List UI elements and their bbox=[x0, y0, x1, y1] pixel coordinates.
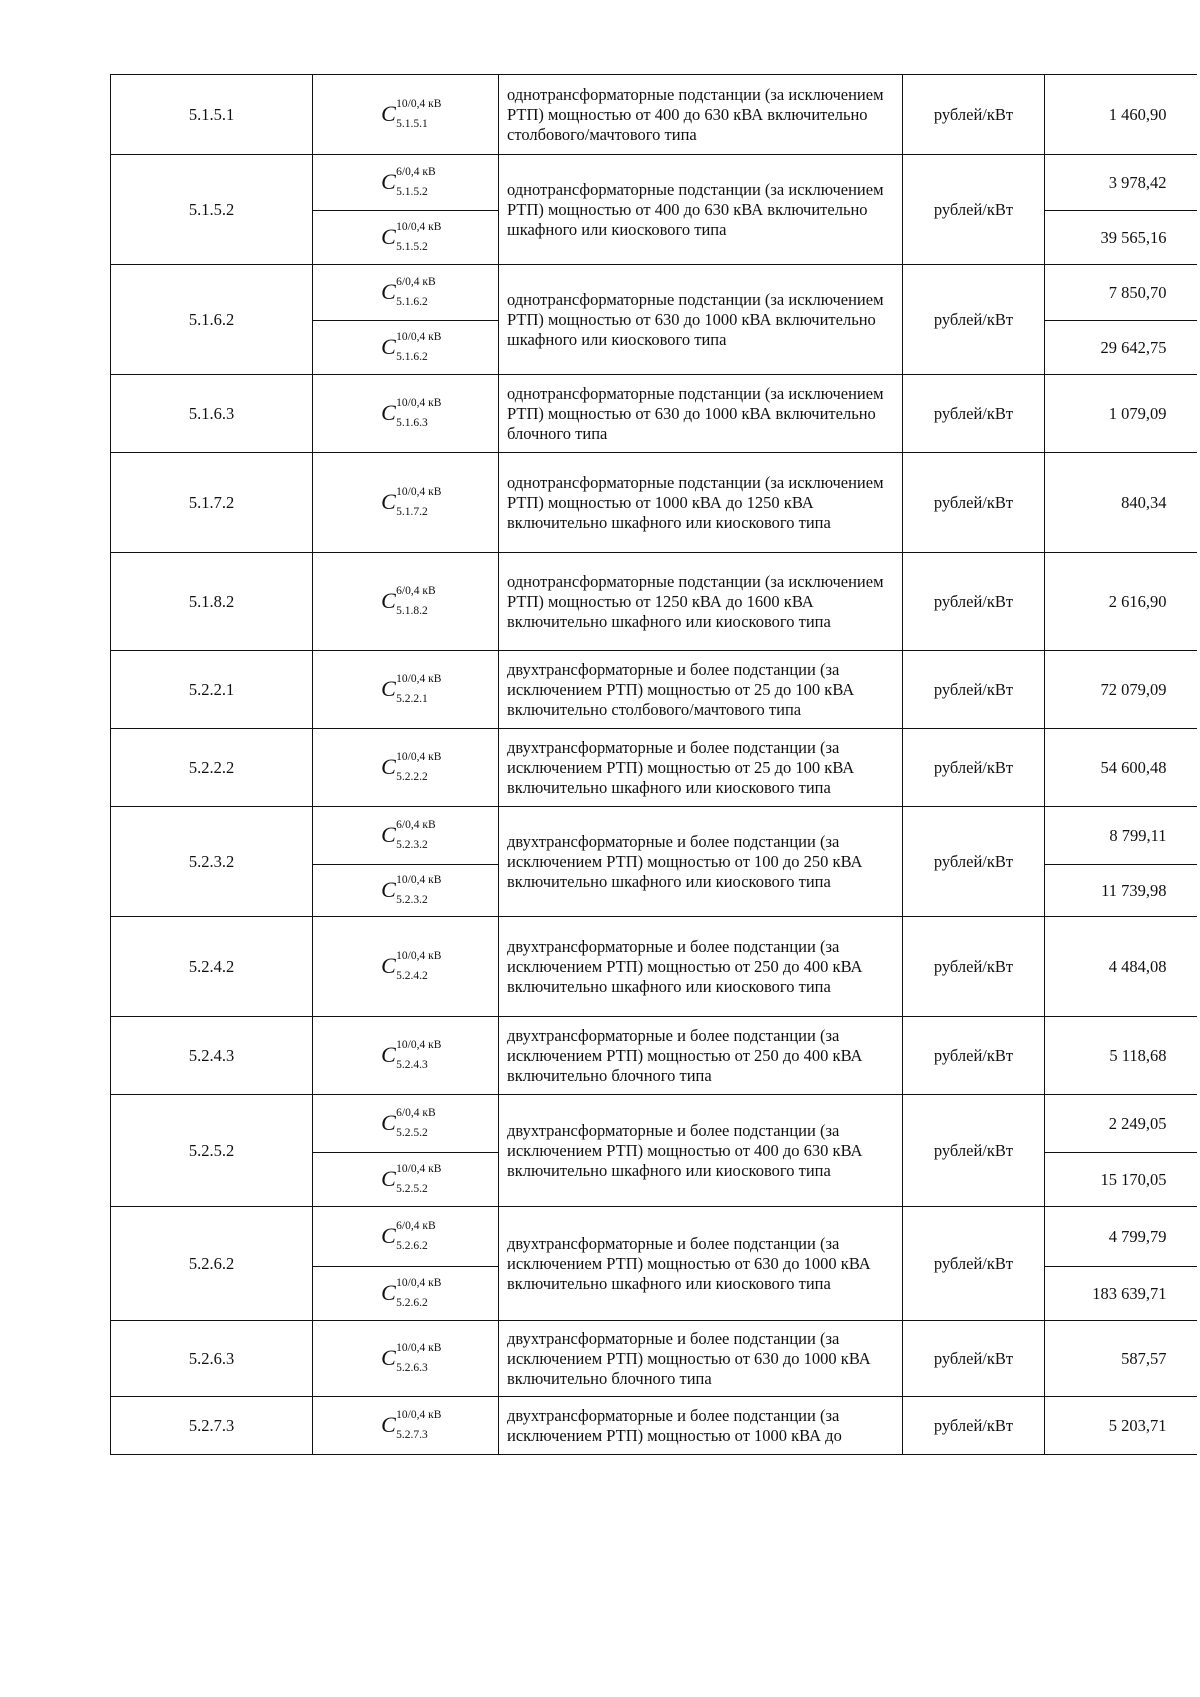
rate-index-subscript: 5.2.4.2 bbox=[396, 970, 428, 982]
row-number: 5.2.4.2 bbox=[111, 917, 313, 1017]
rate-symbol-cell bbox=[313, 865, 499, 917]
row-unit: рублей/кВт bbox=[903, 155, 1045, 265]
rate-symbol-cell bbox=[313, 651, 499, 729]
row-unit: рублей/кВт bbox=[903, 807, 1045, 917]
rate-symbol-letter: C bbox=[381, 1223, 396, 1248]
rate-voltage-superscript: 10/0,4 кВ bbox=[396, 1039, 442, 1051]
rate-symbol-letter: C bbox=[381, 101, 396, 126]
table-row bbox=[111, 75, 1197, 155]
rate-symbol-cell bbox=[313, 807, 499, 865]
row-unit: рублей/кВт bbox=[903, 1095, 1045, 1207]
row-value: 5 118,68 bbox=[1045, 1017, 1197, 1095]
row-value: 15 170,05 bbox=[1045, 1153, 1197, 1207]
row-unit: рублей/кВт bbox=[903, 917, 1045, 1017]
row-description: двухтрансформаторные и более подстанции (за исключением РТП) мощностью от 100 до 250 кВА включительно шкафного или киоскового типа bbox=[499, 807, 903, 917]
row-description: двухтрансформаторные и более подстанции (за исключением РТП) мощностью от 25 до 100 кВА включительно столбового/мачтового типа bbox=[499, 651, 903, 729]
rate-voltage-superscript: 10/0,4 кВ bbox=[396, 751, 442, 763]
row-unit: рублей/кВт bbox=[903, 1321, 1045, 1397]
rate-symbol bbox=[381, 331, 442, 363]
rate-symbol-letter: C bbox=[381, 224, 396, 249]
rate-index-subscript: 5.2.3.2 bbox=[396, 839, 428, 851]
rate-index-subscript: 5.2.5.2 bbox=[396, 1183, 428, 1195]
rate-index-subscript: 5.2.2.1 bbox=[396, 693, 428, 705]
rate-symbol-cell bbox=[313, 1095, 499, 1153]
rate-symbol-letter: C bbox=[381, 822, 396, 847]
rate-symbol-letter: C bbox=[381, 588, 396, 613]
rate-symbol-cell bbox=[313, 265, 499, 321]
row-unit: рублей/кВт bbox=[903, 1207, 1045, 1321]
rate-symbol-letter: C bbox=[381, 400, 396, 425]
table-row bbox=[111, 729, 1197, 807]
rate-symbol bbox=[381, 585, 436, 617]
rate-index-subscript: 5.1.6.3 bbox=[396, 417, 428, 429]
rate-voltage-superscript: 6/0,4 кВ bbox=[396, 166, 436, 178]
row-description: двухтрансформаторные и более подстанции (за исключением РТП) мощностью от 630 до 1000 кВА включительно шкафного или киоскового типа bbox=[499, 1207, 903, 1321]
row-value: 3 978,42 bbox=[1045, 155, 1197, 211]
row-value: 5 203,71 bbox=[1045, 1397, 1197, 1455]
rate-symbol-letter: C bbox=[381, 877, 396, 902]
rate-symbol-cell bbox=[313, 1321, 499, 1397]
row-value: 840,34 bbox=[1045, 453, 1197, 553]
rate-index-subscript: 5.2.3.2 bbox=[396, 894, 428, 906]
row-description: однотрансформаторные подстанции (за исключением РТП) мощностью от 400 до 630 кВА включительно столбового/мачтового типа bbox=[499, 75, 903, 155]
rate-voltage-superscript: 10/0,4 кВ bbox=[396, 874, 442, 886]
rate-index-subscript: 5.2.6.3 bbox=[396, 1362, 428, 1374]
rate-index-subscript: 5.1.6.2 bbox=[396, 351, 428, 363]
table-row bbox=[111, 1095, 1197, 1153]
rate-voltage-superscript: 10/0,4 кВ bbox=[396, 1163, 442, 1175]
rate-voltage-superscript: 10/0,4 кВ bbox=[396, 331, 442, 343]
row-value: 2 249,05 bbox=[1045, 1095, 1197, 1153]
rate-symbol bbox=[381, 950, 442, 982]
row-unit: рублей/кВт bbox=[903, 651, 1045, 729]
row-description: однотрансформаторные подстанции (за исключением РТП) мощностью от 1000 кВА до 1250 кВА включительно шкафного или киоскового типа bbox=[499, 453, 903, 553]
rate-voltage-superscript: 10/0,4 кВ bbox=[396, 98, 442, 110]
rate-index-subscript: 5.1.5.1 bbox=[396, 118, 428, 130]
rate-voltage-superscript: 6/0,4 кВ bbox=[396, 1107, 436, 1119]
rate-voltage-superscript: 10/0,4 кВ bbox=[396, 950, 442, 962]
rate-symbol bbox=[381, 1039, 442, 1071]
rate-index-subscript: 5.2.4.3 bbox=[396, 1059, 428, 1071]
row-description: двухтрансформаторные и более подстанции (за исключением РТП) мощностью от 400 до 630 кВА включительно шкафного или киоскового типа bbox=[499, 1095, 903, 1207]
table-row bbox=[111, 1017, 1197, 1095]
rate-voltage-superscript: 10/0,4 кВ bbox=[396, 1409, 442, 1421]
row-number: 5.2.6.2 bbox=[111, 1207, 313, 1321]
row-value: 2 616,90 bbox=[1045, 553, 1197, 651]
rate-symbol bbox=[381, 166, 436, 198]
row-description: однотрансформаторные подстанции (за исключением РТП) мощностью от 630 до 1000 кВА включительно шкафного или киоскового типа bbox=[499, 265, 903, 375]
row-unit: рублей/кВт bbox=[903, 553, 1045, 651]
row-value: 4 484,08 bbox=[1045, 917, 1197, 1017]
rate-symbol bbox=[381, 673, 442, 705]
table-row bbox=[111, 1321, 1197, 1397]
row-number: 5.1.5.1 bbox=[111, 75, 313, 155]
row-number: 5.2.3.2 bbox=[111, 807, 313, 917]
rate-voltage-superscript: 10/0,4 кВ bbox=[396, 673, 442, 685]
rate-symbol-letter: C bbox=[381, 676, 396, 701]
rate-symbol bbox=[381, 221, 442, 253]
table-row bbox=[111, 375, 1197, 453]
rate-symbol-letter: C bbox=[381, 754, 396, 779]
row-unit: рублей/кВт bbox=[903, 729, 1045, 807]
rate-index-subscript: 5.1.8.2 bbox=[396, 605, 428, 617]
rate-symbol-letter: C bbox=[381, 1412, 396, 1437]
rate-symbol-cell bbox=[313, 729, 499, 807]
row-number: 5.2.2.2 bbox=[111, 729, 313, 807]
tariff-table bbox=[110, 74, 1197, 1455]
row-value: 4 799,79 bbox=[1045, 1207, 1197, 1267]
tariff-table-body bbox=[111, 75, 1197, 1455]
rate-symbol-cell bbox=[313, 1153, 499, 1207]
row-number: 5.2.2.1 bbox=[111, 651, 313, 729]
rate-symbol-cell bbox=[313, 1267, 499, 1321]
row-value: 72 079,09 bbox=[1045, 651, 1197, 729]
table-row bbox=[111, 1207, 1197, 1267]
table-row bbox=[111, 917, 1197, 1017]
rate-symbol-cell bbox=[313, 453, 499, 553]
rate-symbol bbox=[381, 819, 436, 851]
row-value: 1 460,90 bbox=[1045, 75, 1197, 155]
rate-voltage-superscript: 10/0,4 кВ bbox=[396, 1277, 442, 1289]
rate-index-subscript: 5.2.6.2 bbox=[396, 1297, 428, 1309]
rate-symbol bbox=[381, 1163, 442, 1195]
rate-symbol bbox=[381, 1342, 442, 1374]
row-number: 5.1.8.2 bbox=[111, 553, 313, 651]
rate-symbol bbox=[381, 1409, 442, 1441]
rate-symbol bbox=[381, 751, 442, 783]
row-description: двухтрансформаторные и более подстанции (за исключением РТП) мощностью от 1000 кВА до bbox=[499, 1397, 903, 1455]
rate-index-subscript: 5.1.5.2 bbox=[396, 186, 428, 198]
rate-voltage-superscript: 6/0,4 кВ bbox=[396, 276, 436, 288]
row-value: 587,57 bbox=[1045, 1321, 1197, 1397]
rate-symbol-cell bbox=[313, 1207, 499, 1267]
rate-symbol-cell bbox=[313, 553, 499, 651]
rate-symbol-letter: C bbox=[381, 279, 396, 304]
row-number: 5.1.5.2 bbox=[111, 155, 313, 265]
rate-symbol-cell bbox=[313, 1397, 499, 1455]
row-value: 8 799,11 bbox=[1045, 807, 1197, 865]
rate-symbol bbox=[381, 486, 442, 518]
rate-index-subscript: 5.2.6.2 bbox=[396, 1240, 428, 1252]
table-row bbox=[111, 265, 1197, 321]
rate-symbol-letter: C bbox=[381, 489, 396, 514]
rate-symbol-letter: C bbox=[381, 953, 396, 978]
row-value: 29 642,75 bbox=[1045, 321, 1197, 375]
rate-symbol bbox=[381, 874, 442, 906]
rate-symbol-letter: C bbox=[381, 1110, 396, 1135]
row-number: 5.2.6.3 bbox=[111, 1321, 313, 1397]
row-description: двухтрансформаторные и более подстанции (за исключением РТП) мощностью от 630 до 1000 кВА включительно блочного типа bbox=[499, 1321, 903, 1397]
row-description: однотрансформаторные подстанции (за исключением РТП) мощностью от 400 до 630 кВА включительно шкафного или киоскового типа bbox=[499, 155, 903, 265]
rate-symbol-cell bbox=[313, 1017, 499, 1095]
rate-symbol bbox=[381, 1277, 442, 1309]
rate-index-subscript: 5.2.7.3 bbox=[396, 1429, 428, 1441]
rate-voltage-superscript: 10/0,4 кВ bbox=[396, 397, 442, 409]
row-number: 5.2.4.3 bbox=[111, 1017, 313, 1095]
row-unit: рублей/кВт bbox=[903, 75, 1045, 155]
rate-symbol bbox=[381, 98, 442, 130]
rate-voltage-superscript: 6/0,4 кВ bbox=[396, 819, 436, 831]
rate-voltage-superscript: 10/0,4 кВ bbox=[396, 486, 442, 498]
rate-index-subscript: 5.1.6.2 bbox=[396, 296, 428, 308]
row-number: 5.1.6.2 bbox=[111, 265, 313, 375]
rate-symbol-cell bbox=[313, 155, 499, 211]
rate-symbol-cell bbox=[313, 917, 499, 1017]
row-description: однотрансформаторные подстанции (за исключением РТП) мощностью от 630 до 1000 кВА включительно блочного типа bbox=[499, 375, 903, 453]
rate-index-subscript: 5.1.7.2 bbox=[396, 506, 428, 518]
row-unit: рублей/кВт bbox=[903, 453, 1045, 553]
rate-symbol bbox=[381, 397, 442, 429]
rate-symbol bbox=[381, 276, 436, 308]
row-number: 5.1.7.2 bbox=[111, 453, 313, 553]
table-row bbox=[111, 553, 1197, 651]
row-unit: рублей/кВт bbox=[903, 375, 1045, 453]
row-value: 11 739,98 bbox=[1045, 865, 1197, 917]
row-number: 5.2.5.2 bbox=[111, 1095, 313, 1207]
row-description: двухтрансформаторные и более подстанции (за исключением РТП) мощностью от 250 до 400 кВА включительно шкафного или киоскового типа bbox=[499, 917, 903, 1017]
rate-symbol-cell bbox=[313, 375, 499, 453]
row-value: 1 079,09 bbox=[1045, 375, 1197, 453]
table-row bbox=[111, 155, 1197, 211]
rate-symbol-letter: C bbox=[381, 1345, 396, 1370]
row-value: 183 639,71 bbox=[1045, 1267, 1197, 1321]
row-unit: рублей/кВт bbox=[903, 1397, 1045, 1455]
row-number: 5.1.6.3 bbox=[111, 375, 313, 453]
table-row bbox=[111, 453, 1197, 553]
table-row bbox=[111, 807, 1197, 865]
table-row bbox=[111, 651, 1197, 729]
row-unit: рублей/кВт bbox=[903, 265, 1045, 375]
row-value: 39 565,16 bbox=[1045, 211, 1197, 265]
rate-voltage-superscript: 6/0,4 кВ bbox=[396, 585, 436, 597]
row-description: двухтрансформаторные и более подстанции (за исключением РТП) мощностью от 25 до 100 кВА включительно шкафного или киоскового типа bbox=[499, 729, 903, 807]
rate-symbol-letter: C bbox=[381, 1280, 396, 1305]
rate-symbol-letter: C bbox=[381, 334, 396, 359]
rate-symbol-cell bbox=[313, 75, 499, 155]
table-row bbox=[111, 1397, 1197, 1455]
rate-voltage-superscript: 10/0,4 кВ bbox=[396, 221, 442, 233]
rate-voltage-superscript: 10/0,4 кВ bbox=[396, 1342, 442, 1354]
row-number: 5.2.7.3 bbox=[111, 1397, 313, 1455]
rate-symbol-letter: C bbox=[381, 169, 396, 194]
rate-voltage-superscript: 6/0,4 кВ bbox=[396, 1220, 436, 1232]
rate-symbol-letter: C bbox=[381, 1042, 396, 1067]
row-value: 54 600,48 bbox=[1045, 729, 1197, 807]
rate-symbol bbox=[381, 1107, 436, 1139]
rate-symbol bbox=[381, 1220, 436, 1252]
rate-symbol-letter: C bbox=[381, 1166, 396, 1191]
rate-index-subscript: 5.2.2.2 bbox=[396, 771, 428, 783]
rate-symbol-cell bbox=[313, 211, 499, 265]
row-description: двухтрансформаторные и более подстанции (за исключением РТП) мощностью от 250 до 400 кВА включительно блочного типа bbox=[499, 1017, 903, 1095]
row-unit: рублей/кВт bbox=[903, 1017, 1045, 1095]
row-value: 7 850,70 bbox=[1045, 265, 1197, 321]
rate-index-subscript: 5.1.5.2 bbox=[396, 241, 428, 253]
row-description: однотрансформаторные подстанции (за исключением РТП) мощностью от 1250 кВА до 1600 кВА включительно шкафного или киоскового типа bbox=[499, 553, 903, 651]
rate-symbol-cell bbox=[313, 321, 499, 375]
rate-index-subscript: 5.2.5.2 bbox=[396, 1127, 428, 1139]
